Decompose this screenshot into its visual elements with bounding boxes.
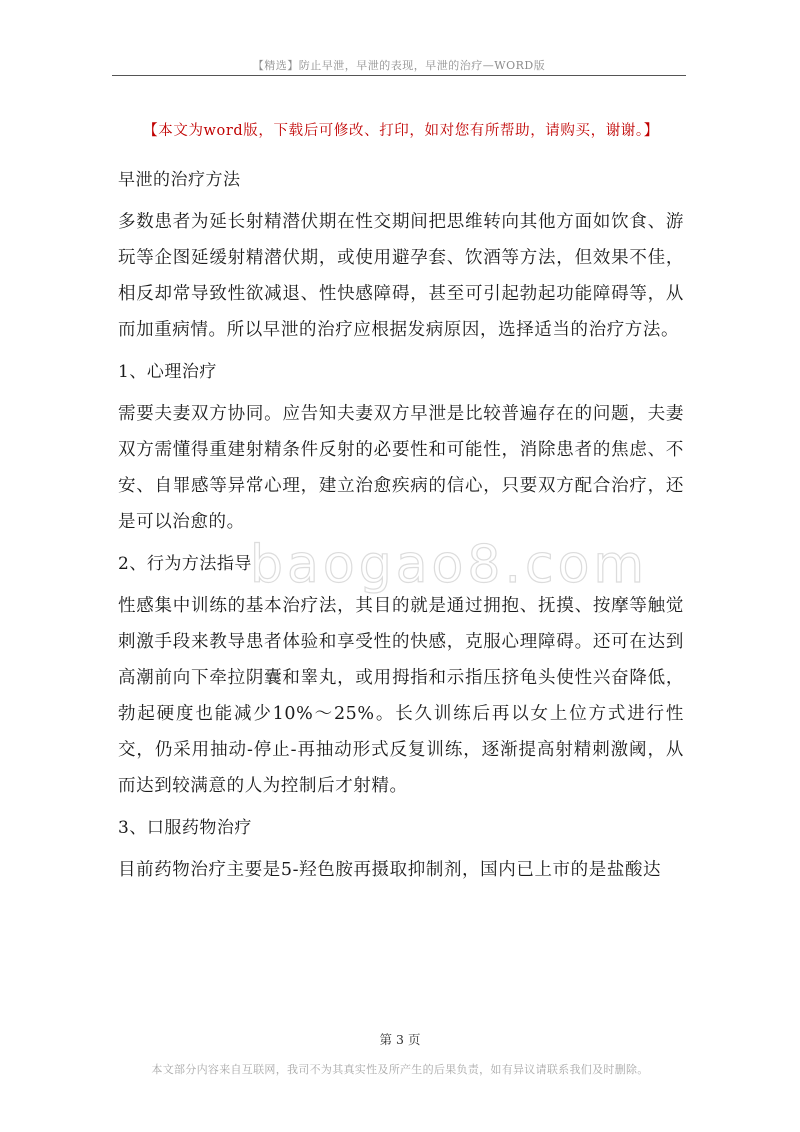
heading-psychological-therapy: 1、心理治疗 xyxy=(118,362,217,382)
page-header-title: 【精选】防止早泄，早泄的表现，早泄的治疗—WORD版 xyxy=(252,59,546,72)
heading-oral-medication: 3、口服药物治疗 xyxy=(118,818,252,838)
heading-behavioral-guidance: 2、行为方法指导 xyxy=(118,554,252,574)
section-title: 早泄的治疗方法 xyxy=(118,170,241,190)
header-divider xyxy=(112,75,686,76)
paragraph-psychological-therapy: 需要夫妻双方协同。应告知夫妻双方早泄是比较普遍存在的问题，夫妻双方需懂得重建射精条件反射的必要性和可能性，消除患者的焦虑、不安、自罪感等异常心理，建立治愈疾病的信心，只要双方配合治疗，还是可以治愈的。 xyxy=(118,404,684,532)
footer-disclaimer: 本文部分内容来自互联网，我司不为其真实性及所产生的后果负责，如有异议请联系我们及时删除。 xyxy=(151,1063,649,1076)
paragraph-behavioral-guidance: 性感集中训练的基本治疗法，其目的就是通过拥抱、抚摸、按摩等触觉刺激手段来教导患者体验和享受性的快感，克服心理障碍。还可在达到高潮前向下牵拉阴囊和睾丸，或用拇指和示指压挤龟头使性兴奋降低，勃起硬度也能减少10%～25%。长久训练后再以女上位方式进行性交，仍采用抽动-停止-再抽动形式反复训练，逐渐提高射精刺激阈，从而达到较满意的人为控制后才射精。 xyxy=(118,596,684,796)
svg-text:baogao8.com: baogao8.com xyxy=(250,535,649,595)
page-number: 第 3 页 xyxy=(379,1032,421,1047)
intro-paragraph: 多数患者为延长射精潜伏期在性交期间把思维转向其他方面如饮食、游玩等企图延缓射精潜伏期，或使用避孕套、饮酒等方法，但效果不佳，相反却常导致性欲减退、性快感障碍，甚至可引起勃起功能障碍等，从而加重病情。所以早泄的治疗应根据发病原因，选择适当的治疗方法。 xyxy=(118,212,684,340)
purchase-notice: 【本文为word版，下载后可修改、打印，如对您有所帮助，请购买，谢谢。】 xyxy=(143,123,659,139)
watermark xyxy=(250,530,650,600)
paragraph-oral-medication: 目前药物治疗主要是5-羟色胺再摄取抑制剂，国内已上市的是盐酸达 xyxy=(118,860,662,880)
